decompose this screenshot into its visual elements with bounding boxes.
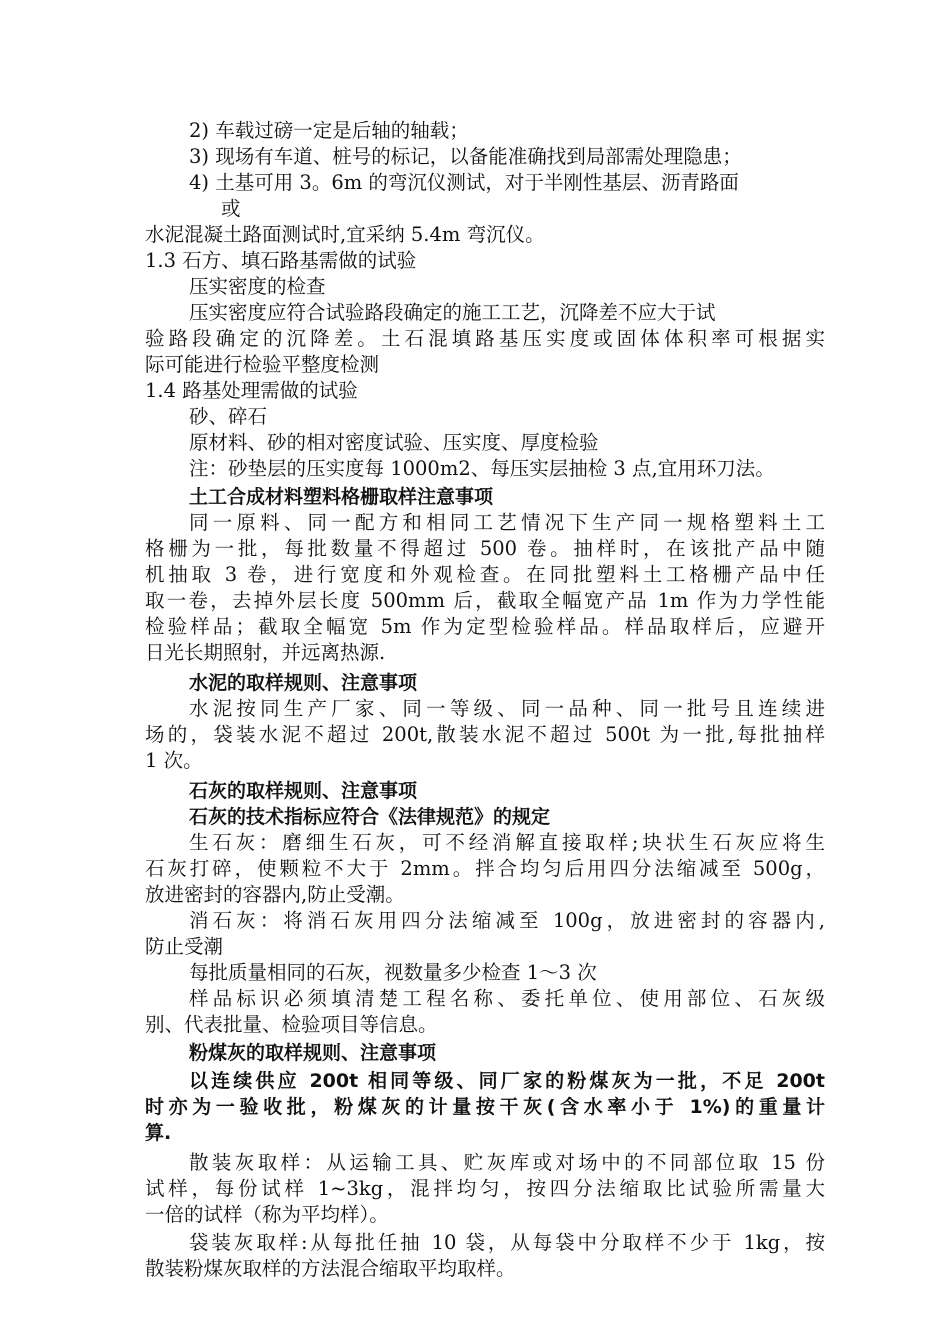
text-line: 注：砂垫层的压实度每 1000m2、每压实层抽检 3 点,宜用环刀法。: [189, 457, 775, 480]
text-line: 别、代表批量、检验项目等信息。: [145, 1013, 438, 1036]
text-line: 每批质量相同的石灰，视数量多少检查 1～3 次: [189, 961, 597, 984]
text-line: 验路段确定的沉降差。土石混填路基压实度或固体体积率可根据实: [145, 327, 825, 350]
text-line: 际可能进行检验平整度检测: [145, 353, 380, 376]
text-line: 袋装灰取样:从每批任抽 10 袋，从每袋中分取样不少于 1kg，按: [189, 1231, 825, 1254]
text-line: 1.3 石方、填石路基需做的试验: [145, 249, 417, 272]
text-line: 样品标识必须填清楚工程名称、委托单位、使用部位、石灰级: [189, 987, 825, 1010]
section-heading-line: 石灰的取样规则、注意事项: [189, 780, 418, 802]
text-line: 放进密封的容器内,防止受潮。: [145, 883, 405, 906]
text-line: 3) 现场有车道、桩号的标记，以备能准确找到局部需处理隐患；: [189, 145, 742, 168]
text-line: 消石灰：将消石灰用四分法缩减至 100g，放进密封的容器内,: [189, 909, 825, 932]
text-line: 一倍的试样（称为平均样）。: [145, 1203, 389, 1226]
text-line: 场的，袋装水泥不超过 200t,散装水泥不超过 500t 为一批,每批抽样: [145, 723, 825, 746]
text-line: 格栅为一批，每批数量不得超过 500 卷。抽样时，在该批产品中随: [145, 537, 825, 560]
text-line: 压实密度应符合试验路段确定的施工工艺，沉降差不应大于试: [189, 301, 716, 324]
text-line: 试样，每份试样 1~3kg，混拌均匀，按四分法缩取比试验所需量大: [145, 1177, 825, 1200]
text-line: 水泥按同生产厂家、同一等级、同一品种、同一批号且连续进: [189, 697, 825, 720]
text-line: 压实密度的检查: [189, 275, 326, 298]
text-line: 取一卷，去掉外层长度 500mm 后，截取全幅宽产品 1m 作为力学性能: [145, 589, 825, 612]
document-body: [145, 118, 825, 1282]
section-heading-line: 时亦为一验收批，粉煤灰的计量按干灰(含水率小于 1%)的重量计: [145, 1096, 825, 1118]
text-line: 石灰打碎，使颗粒不大于 2mm。拌合均匀后用四分法缩减至 500g，: [145, 857, 825, 880]
text-line: 同一原料、同一配方和相同工艺情况下生产同一规格塑料土工: [189, 511, 825, 534]
text-line: 或: [221, 197, 241, 220]
text-line: 砂、碎石: [189, 405, 268, 428]
text-line: 检验样品；截取全幅宽 5m 作为定型检验样品。样品取样后，应避开: [145, 615, 825, 638]
text-line: 2) 车载过磅一定是后轴的轴载；: [189, 119, 469, 142]
text-line: 日光长期照射，并远离热源.: [145, 641, 386, 664]
text-line: 机抽取 3 卷，进行宽度和外观检查。在同批塑料土工格栅产品中任: [145, 563, 825, 586]
text-line: 1.4 路基处理需做的试验: [145, 379, 358, 402]
text-line: 散装灰取样：从运输工具、贮灰库或对场中的不同部位取 15 份: [189, 1151, 825, 1174]
text-line: 散装粉煤灰取样的方法混合缩取平均取样。: [145, 1257, 516, 1280]
text-line: 原材料、砂的相对密度试验、压实度、厚度检验: [189, 431, 599, 454]
section-heading-line: 算.: [145, 1122, 172, 1144]
section-heading-line: 石灰的技术指标应符合《法律规范》的规定: [189, 806, 551, 828]
section-heading-line: 土工合成材料塑料格栅取样注意事项: [189, 486, 494, 508]
text-line: 4) 土基可用 3。6m 的弯沉仪测试，对于半刚性基层、沥青路面: [189, 171, 739, 194]
text-line: 1 次。: [145, 749, 203, 772]
section-heading-line: 水泥的取样规则、注意事项: [189, 672, 418, 694]
text-line: 防止受潮: [145, 935, 224, 958]
text-line: 水泥混凝土路面测试时,宜采纳 5.4m 弯沉仪。: [145, 223, 545, 246]
section-heading-line: 粉煤灰的取样规则、注意事项: [189, 1042, 437, 1064]
section-heading-line: 以连续供应 200t 相同等级、同厂家的粉煤灰为一批，不足 200t: [189, 1070, 825, 1092]
text-line: 生石灰：磨细生石灰，可不经消解直接取样;块状生石灰应将生: [189, 831, 825, 854]
